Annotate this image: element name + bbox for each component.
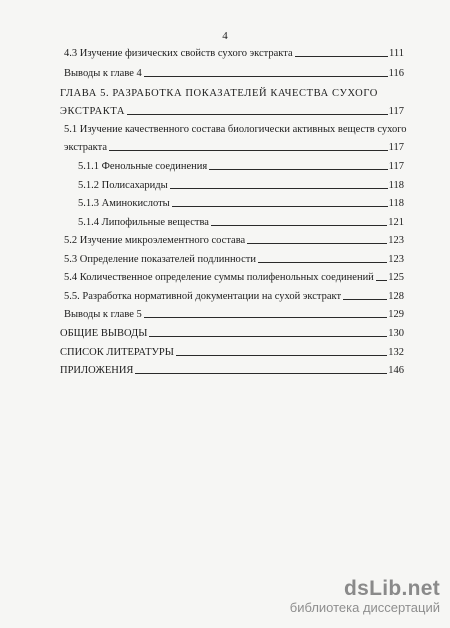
toc-entry-5-4	[64, 266, 404, 284]
dot-leader	[144, 317, 388, 318]
toc-entry-page: 128	[388, 291, 404, 302]
toc-entry-label: 4.3 Изучение физических свойств сухого экстракта	[64, 48, 293, 59]
toc-entry-4-3	[64, 42, 404, 60]
toc-entry-page: 132	[388, 347, 404, 358]
dot-leader	[343, 299, 387, 300]
toc-entry-page: 118	[388, 198, 404, 209]
toc-entry-label: 5.1 Изучение качественного состава биологически активных веществ сухого	[64, 124, 407, 135]
toc-entry-page: 117	[388, 161, 404, 172]
toc-entry-label: ЭКСТРАКТА	[60, 106, 126, 117]
toc-entry-label: 5.4 Количественное определение суммы полифенольных соединений	[64, 272, 374, 283]
toc-entry-page: 129	[388, 309, 404, 320]
toc-entry-label: экстракта	[64, 142, 107, 153]
dot-leader	[149, 336, 387, 337]
dot-leader	[172, 206, 388, 207]
toc-entry-references	[60, 341, 404, 359]
toc-entry-5-2	[64, 229, 404, 247]
toc-entry-general-conclusions	[60, 322, 404, 340]
dot-leader	[247, 243, 387, 244]
toc-entry-5-1-2	[78, 174, 404, 192]
toc-entry-5-1-4	[78, 211, 404, 229]
toc-entry-page: 118	[388, 180, 404, 191]
toc-entry-label: ПРИЛОЖЕНИЯ	[60, 365, 134, 376]
toc-entry-chapter-5	[60, 82, 404, 100]
dot-leader	[376, 280, 387, 281]
toc-entry-5-3	[64, 248, 404, 266]
toc-entry-page: 123	[388, 235, 404, 246]
toc-entry-page: 121	[388, 217, 404, 228]
dot-leader	[209, 169, 387, 170]
toc-entry-label: 5.3 Определение показателей подлинности	[64, 254, 256, 265]
toc-entry-5-1	[64, 118, 407, 136]
toc-entry-label: Выводы к главе 4	[64, 68, 142, 79]
dot-leader	[211, 225, 387, 226]
toc-entry-label: 5.1.2 Полисахариды	[78, 180, 168, 191]
toc-entry-chapter-5-cont	[60, 100, 404, 118]
toc-entry-page: 116	[388, 68, 404, 79]
toc-entry-page: 130	[388, 328, 404, 339]
toc-entry-page: 123	[388, 254, 404, 265]
watermark-tagline: библиотека диссертаций	[289, 600, 440, 615]
dot-leader	[170, 188, 388, 189]
watermark-logo: dsLib.net	[343, 577, 440, 600]
toc-entry-conclusions-4	[64, 62, 404, 80]
toc-entry-5-5	[64, 285, 404, 303]
toc-entry-page: 125	[388, 272, 404, 283]
toc-entry-page: 111	[389, 48, 404, 59]
dot-leader	[176, 355, 387, 356]
toc-entry-label: 5.5. Разработка нормативной документации на сухой экстракт	[64, 291, 342, 302]
dot-leader	[109, 150, 388, 151]
toc-entry-5-1-cont	[64, 136, 404, 154]
toc-entry-5-1-3	[78, 192, 404, 210]
toc-entry-label: 5.1.3 Аминокислоты	[78, 198, 170, 209]
toc-entry-label: 5.1.1 Фенольные соединения	[78, 161, 208, 172]
toc-entry-appendices	[60, 359, 404, 377]
toc-entry-label: 5.1.4 Липофильные вещества	[78, 217, 209, 228]
toc-entry-5-1-1	[78, 155, 404, 173]
toc-entry-label: СПИСОК ЛИТЕРАТУРЫ	[60, 347, 174, 358]
dot-leader	[144, 76, 388, 77]
toc-entry-label: ГЛАВА 5. РАЗРАБОТКА ПОКАЗАТЕЛЕЙ КАЧЕСТВА СУХОГО	[60, 88, 378, 99]
toc-entry-page: 117	[388, 142, 404, 153]
watermark	[250, 578, 440, 616]
dot-leader	[135, 373, 387, 374]
toc-entry-label: ОБЩИЕ ВЫВОДЫ	[60, 328, 148, 339]
toc-entry-page: 117	[388, 106, 404, 117]
page-number: 4	[222, 30, 228, 42]
dot-leader	[295, 56, 388, 57]
dot-leader	[258, 262, 387, 263]
toc-entry-label: 5.2 Изучение микроэлементного состава	[64, 235, 246, 246]
toc-entry-page: 146	[388, 365, 404, 376]
toc-entry-conclusions-5	[64, 303, 404, 321]
dot-leader	[127, 114, 388, 115]
toc-entry-label: Выводы к главе 5	[64, 309, 142, 320]
